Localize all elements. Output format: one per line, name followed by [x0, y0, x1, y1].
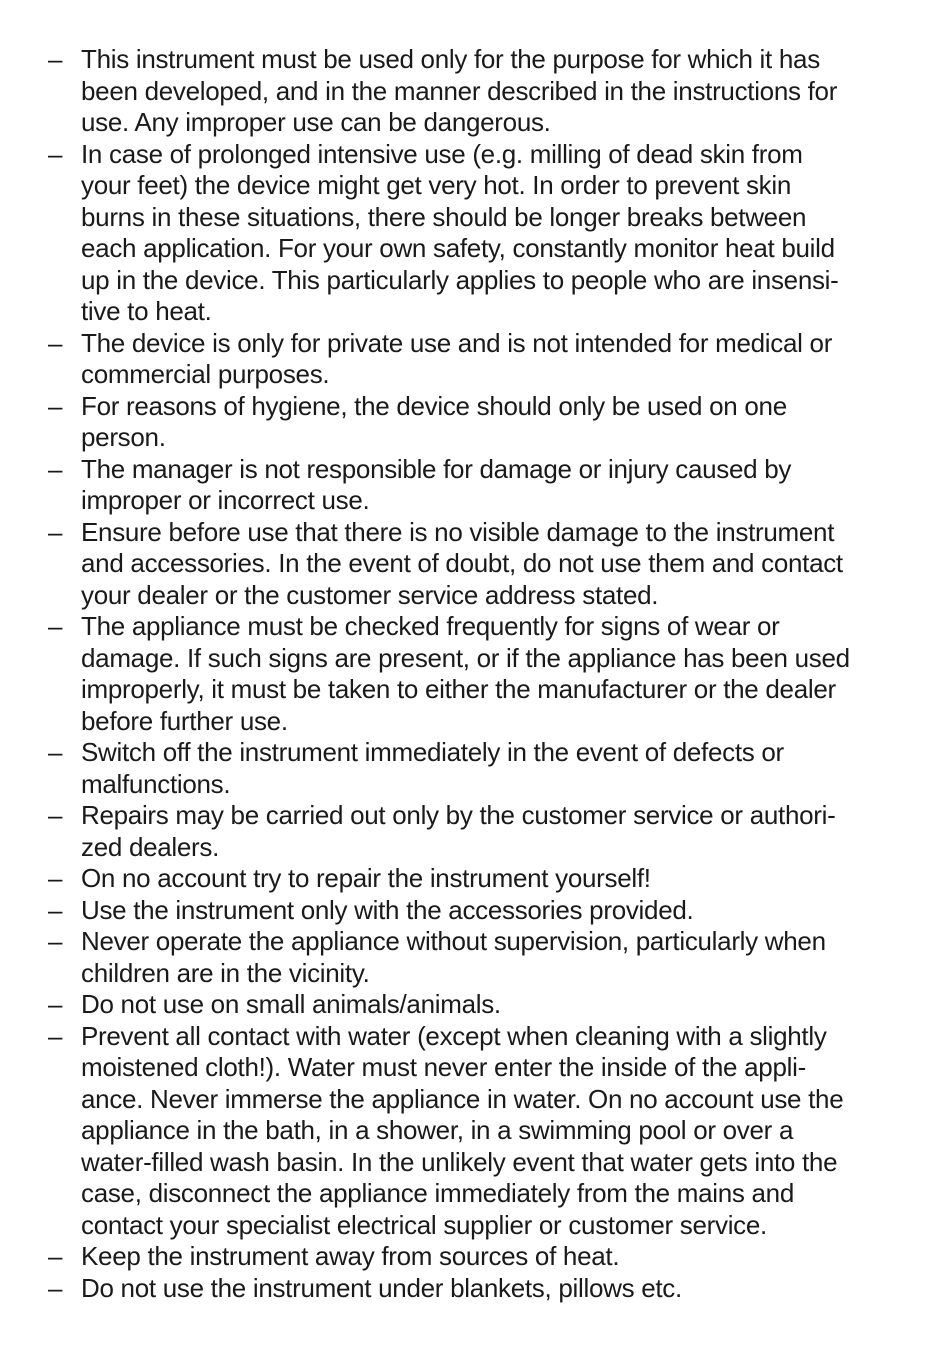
list-item-line: Switch off the instrument immediately in the event of defects or — [81, 737, 784, 767]
list-item-line: On no account try to repair the instrument yourself! — [81, 863, 651, 893]
list-item — [0, 895, 950, 927]
list-item-line: Repairs may be carried out only by the customer service or authori- — [81, 800, 836, 830]
list-item-line: The appliance must be checked frequently for signs of wear or — [81, 611, 780, 641]
list-item — [0, 611, 950, 737]
list-item — [0, 800, 950, 863]
list-item-line: children are in the vicinity. — [81, 957, 370, 988]
list-item-line: zed dealers. — [81, 831, 220, 862]
list-item-line: improperly, it must be taken to either the manufacturer or the dealer — [81, 674, 836, 704]
bullet-dash: – — [48, 390, 63, 421]
list-item-line: case, disconnect the appliance immediately from the mains and — [81, 1178, 794, 1208]
safety-instructions-list — [0, 44, 950, 1304]
bullet-dash: – — [48, 800, 63, 830]
list-item — [0, 863, 950, 895]
bullet-dash: – — [48, 453, 63, 484]
list-item-line: your dealer or the customer service address stated. — [81, 579, 659, 610]
list-item — [0, 139, 950, 328]
list-item-line: contact your specialist electrical supplier or customer service. — [81, 1209, 767, 1240]
list-item — [0, 1273, 950, 1305]
bullet-dash: – — [48, 138, 63, 169]
bullet-dash: – — [48, 611, 63, 641]
list-item-line: Do not use the instrument under blankets, pillows etc. — [81, 1272, 682, 1303]
list-item — [0, 517, 950, 612]
bullet-dash: – — [48, 327, 63, 358]
list-item — [0, 926, 950, 989]
bullet-dash: – — [48, 1272, 63, 1303]
list-item-line: improper or incorrect use. — [81, 485, 370, 515]
list-item — [0, 989, 950, 1021]
list-item — [0, 44, 950, 139]
list-item-line: Ensure before use that there is no visible damage to the instrument — [81, 516, 835, 547]
bullet-dash: – — [48, 989, 63, 1019]
list-item-line: Do not use on small animals/animals. — [81, 989, 501, 1019]
list-item-line: moistened cloth!). Water must never enter the inside of the appli- — [81, 1052, 806, 1082]
bullet-dash: – — [48, 737, 63, 767]
bullet-dash: – — [48, 894, 63, 925]
list-item-line: Keep the instrument away from sources of heat. — [81, 1241, 620, 1271]
list-item-line: The device is only for private use and is not intended for medical or — [81, 327, 833, 358]
list-item — [0, 1241, 950, 1273]
list-item — [0, 454, 950, 517]
list-item-line: This instrument must be used only for the purpose for which it has — [81, 44, 820, 74]
bullet-dash: – — [48, 863, 63, 893]
list-item-line: ance. Never immerse the appliance in water. On no account use the — [81, 1083, 844, 1114]
list-item-line: before further use. — [81, 705, 288, 736]
list-item-line: tive to heat. — [81, 296, 212, 326]
list-item-line: appliance in the bath, in a shower, in a swimming pool or over a — [81, 1115, 794, 1145]
list-item — [0, 1021, 950, 1242]
list-item-line: Prevent all contact with water (except when cleaning with a slightly — [81, 1020, 827, 1051]
list-item-line: and accessories. In the event of doubt, do not use them and contact — [81, 548, 843, 578]
list-item-line: For reasons of hygiene, the device should only be used on one — [81, 390, 787, 421]
list-item — [0, 328, 950, 391]
list-item — [0, 737, 950, 800]
list-item-line: use. Any improper use can be dangerous. — [81, 107, 551, 137]
safety-instructions-page — [0, 44, 950, 1304]
list-item-line: up in the device. This particularly applies to people who are insensi- — [81, 264, 839, 295]
list-item — [0, 391, 950, 454]
list-item-line: The manager is not responsible for damage or injury caused by — [81, 453, 792, 484]
list-item-line: Use the instrument only with the accessories provided. — [81, 894, 694, 925]
list-item-line: been developed, and in the manner described in the instructions for — [81, 75, 838, 106]
bullet-dash: – — [48, 1020, 63, 1051]
list-item-line: damage. If such signs are present, or if the appliance has been used — [81, 642, 850, 673]
list-item-line: malfunctions. — [81, 768, 231, 799]
bullet-dash: – — [48, 926, 63, 956]
list-item-line: person. — [81, 422, 166, 452]
list-item-line: water-filled wash basin. In the unlikely event that water gets into the — [81, 1146, 838, 1177]
bullet-dash: – — [48, 516, 63, 547]
bullet-dash: – — [48, 44, 63, 74]
list-item-line: each application. For your own safety, constantly monitor heat build — [81, 233, 835, 263]
bullet-dash: – — [48, 1241, 63, 1271]
list-item-line: Never operate the appliance without supervision, particularly when — [81, 926, 826, 956]
list-item-line: your feet) the device might get very hot. In order to prevent skin — [81, 170, 792, 200]
list-item-line: In case of prolonged intensive use (e.g. milling of dead skin from — [81, 138, 803, 169]
list-item-line: burns in these situations, there should be longer breaks between — [81, 201, 807, 232]
list-item-line: commercial purposes. — [81, 359, 330, 389]
